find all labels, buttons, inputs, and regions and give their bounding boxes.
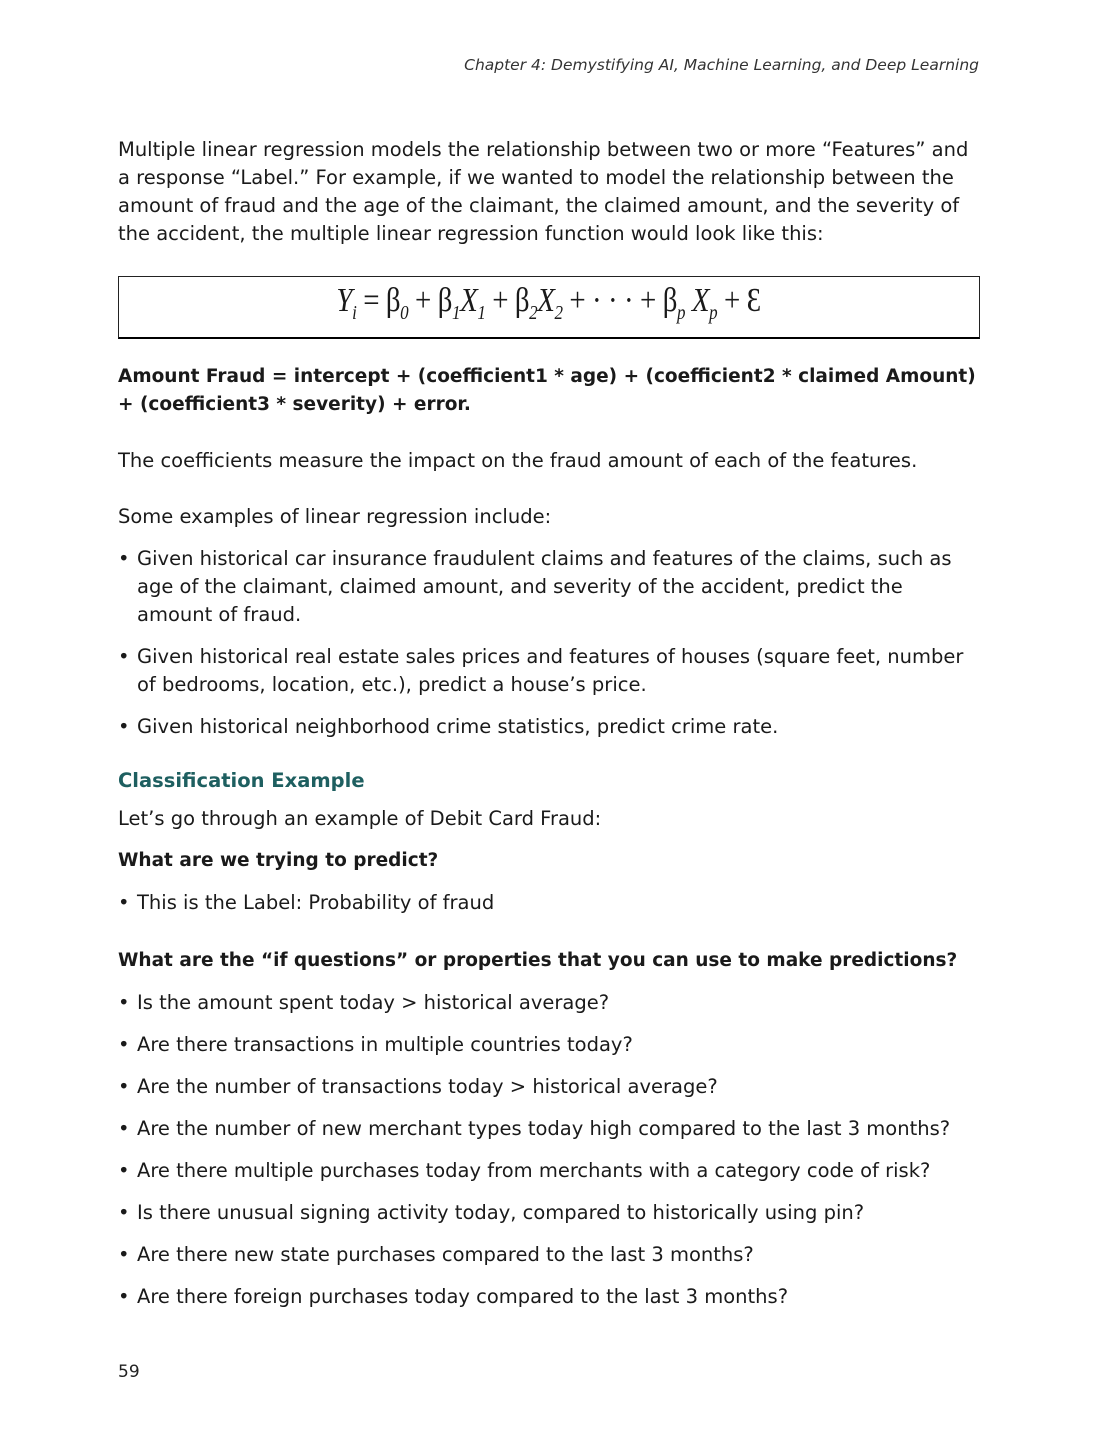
coefficients-paragraph: The coefficients measure the impact on the fraud amount of each of the features. xyxy=(118,449,918,472)
question-heading: What are we trying to predict? xyxy=(118,850,439,871)
classification-intro: Let’s go through an example of Debit Card Fraud: xyxy=(118,807,602,830)
question-heading: What are the “if questions” or properties that you can use to make predictions? xyxy=(118,950,958,971)
list-item: • Given historical neighborhood crime statistics, predict crime rate. xyxy=(118,713,980,741)
list-item: • Are the number of transactions today > historical average? xyxy=(118,1073,980,1101)
page-number: 59 xyxy=(118,1362,140,1382)
label-list xyxy=(118,889,980,917)
list-item: • This is the Label: Probability of fraud xyxy=(118,889,980,917)
running-header: Chapter 4: Demystifying AI, Machine Learning, and Deep Learning xyxy=(464,56,979,74)
intro-paragraph: Multiple linear regression models the relationship between two or more “Features” and a response “Label.” For example, if we wanted to model the relationship between the amount of fraud and the age of the claimant, the claimed amount, and the severity of the accident, the multiple linear regression function would look like this: xyxy=(118,138,969,245)
list-item: • Given historical real estate sales prices and features of houses (square feet, number of bedrooms, location, etc.), predict a house’s price. xyxy=(118,643,980,699)
feature-questions-list xyxy=(118,989,980,1311)
list-item: • Is the amount spent today > historical average? xyxy=(118,989,980,1017)
section-heading: Classification Example xyxy=(118,769,365,792)
list-item: • Are there multiple purchases today from merchants with a category code of risk? xyxy=(118,1157,980,1185)
regression-equation-box xyxy=(118,276,980,339)
regression-equation: $Y_i = \beta_0 + \beta_1X_1 + \beta_2X_2$ + · · · + $\beta_p$ $X_p$ + Ɛ xyxy=(336,282,762,324)
list-item: • Are there foreign purchases today compared to the last 3 months? xyxy=(118,1283,980,1311)
examples-intro: Some examples of linear regression include: xyxy=(118,505,552,528)
formula-text: Amount Fraud = intercept + (coefficient1 * age) + (coefficient2 * claimed Amount) + (coefficient3 * severity) + error. xyxy=(118,366,976,415)
examples-list xyxy=(118,545,980,741)
list-item: • Are there transactions in multiple countries today? xyxy=(118,1031,980,1059)
list-item: • Are the number of new merchant types today high compared to the last 3 months? xyxy=(118,1115,980,1143)
list-item: • Given historical car insurance fraudulent claims and features of the claims, such as age of the claimant, claimed amount, and severity of the accident, predict the amount of fraud. xyxy=(118,545,980,629)
page-content xyxy=(118,136,980,1325)
list-item: • Is there unusual signing activity today, compared to historically using pin? xyxy=(118,1199,980,1227)
list-item: • Are there new state purchases compared to the last 3 months? xyxy=(118,1241,980,1269)
